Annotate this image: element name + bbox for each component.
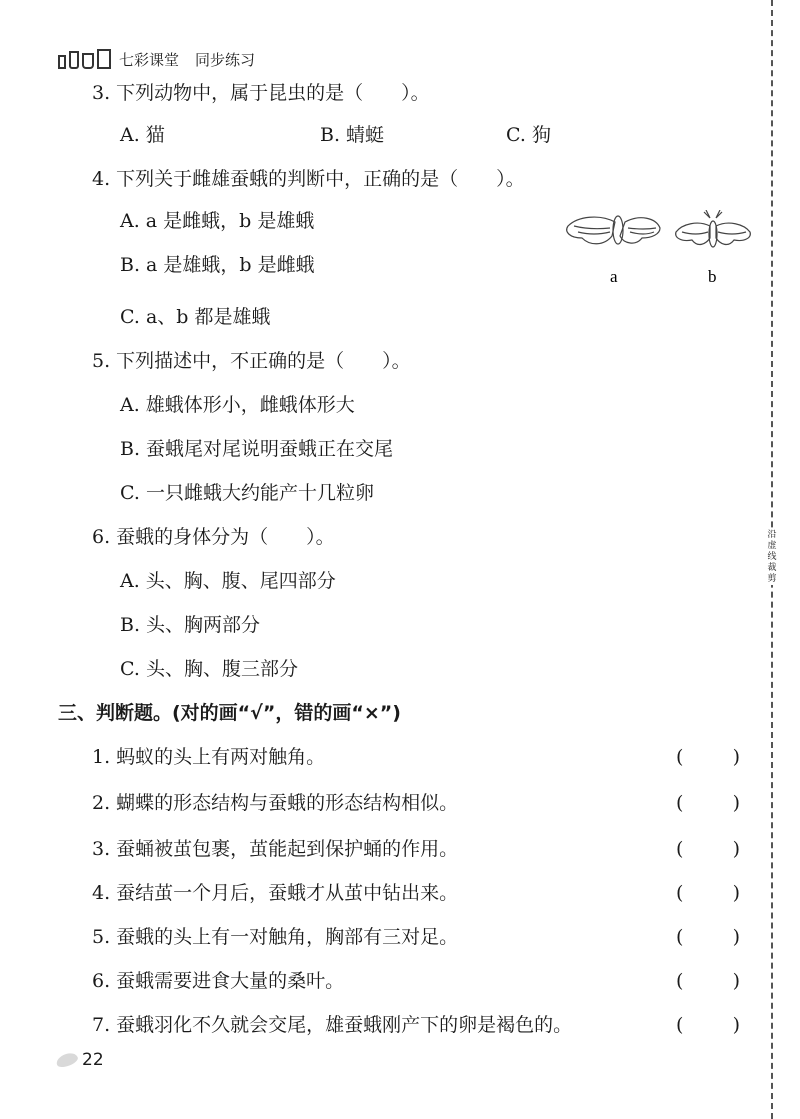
male-moth-b-icon: [676, 210, 751, 247]
judgment-item-7: 7. 蚕蛾羽化不久就会交尾，雄蚕蛾刚产下的卵是褐色的。: [92, 1014, 573, 1036]
question-6-stem: 6. 蚕蛾的身体分为（ ）。: [92, 526, 335, 548]
question-5-stem: 5. 下列描述中，不正确的是（ ）。: [92, 350, 411, 372]
figure-label-a: a: [610, 267, 618, 286]
judgment-item-4: 4. 蚕结茧一个月后，蚕蛾才从茧中钻出来。: [92, 882, 459, 904]
question-5-option-b: B. 蚕蛾尾对尾说明蚕蛾正在交尾: [120, 438, 394, 460]
page-number: [56, 1050, 104, 1070]
brand-title: 七彩课堂: [119, 50, 180, 69]
answer-blank-1: ( ): [676, 746, 740, 768]
answer-blank-7: ( ): [676, 1014, 740, 1036]
answer-blank-4: ( ): [676, 882, 740, 904]
question-4-stem: 4. 下列关于雌雄蚕蛾的判断中，正确的是（ ）。: [92, 168, 525, 190]
question-3-option-a: A. 猫: [120, 124, 165, 146]
figure-label-b: b: [708, 267, 717, 286]
female-moth-a-icon: [567, 216, 660, 244]
leaf-icon: [55, 1051, 80, 1070]
question-5-option-c: C. 一只雌蛾大约能产十几粒卵: [120, 482, 374, 504]
header-subtitle: 同步练习: [195, 50, 256, 69]
answer-blank-6: ( ): [676, 970, 740, 992]
page-header: [58, 48, 271, 70]
question-5-option-a: A. 雄蛾体形小，雌蛾体形大: [120, 394, 355, 416]
question-4-option-b: B. a 是雄蛾，b 是雌蛾: [120, 254, 315, 276]
question-6-option-c: C. 头、胸、腹三部分: [120, 658, 298, 680]
section-3-title: 三、判断题。(对的画“√”，错的画“×”): [58, 702, 401, 724]
judgment-item-1: 1. 蚂蚁的头上有两对触角。: [92, 746, 326, 768]
question-3-option-b: B. 蜻蜓: [320, 124, 385, 146]
question-6-option-b: B. 头、胸两部分: [120, 614, 261, 636]
page-number-text: 22: [82, 1050, 104, 1070]
question-3-option-c: C. 狗: [506, 124, 551, 146]
judgment-item-2: 2. 蝴蝶的形态结构与蚕蛾的形态结构相似。: [92, 792, 459, 814]
judgment-item-6: 6. 蚕蛾需要进食大量的桑叶。: [92, 970, 345, 992]
flask-logo-icon: [58, 49, 111, 69]
judgment-item-3: 3. 蚕蛹被茧包裹，茧能起到保护蛹的作用。: [92, 838, 459, 860]
question-3-stem: 3. 下列动物中，属于昆虫的是（ ）。: [92, 82, 430, 104]
answer-blank-3: ( ): [676, 838, 740, 860]
moth-figure: [560, 210, 760, 290]
cut-line-label: 沿虚线裁剪: [764, 530, 780, 585]
question-4-option-a: A. a 是雌蛾，b 是雄蛾: [120, 210, 315, 232]
question-4-option-c: C. a、b 都是雄蛾: [120, 306, 271, 328]
question-6-option-a: A. 头、胸、腹、尾四部分: [120, 570, 336, 592]
judgment-item-5: 5. 蚕蛾的头上有一对触角，胸部有三对足。: [92, 926, 459, 948]
answer-blank-5: ( ): [676, 926, 740, 948]
answer-blank-2: ( ): [676, 792, 740, 814]
